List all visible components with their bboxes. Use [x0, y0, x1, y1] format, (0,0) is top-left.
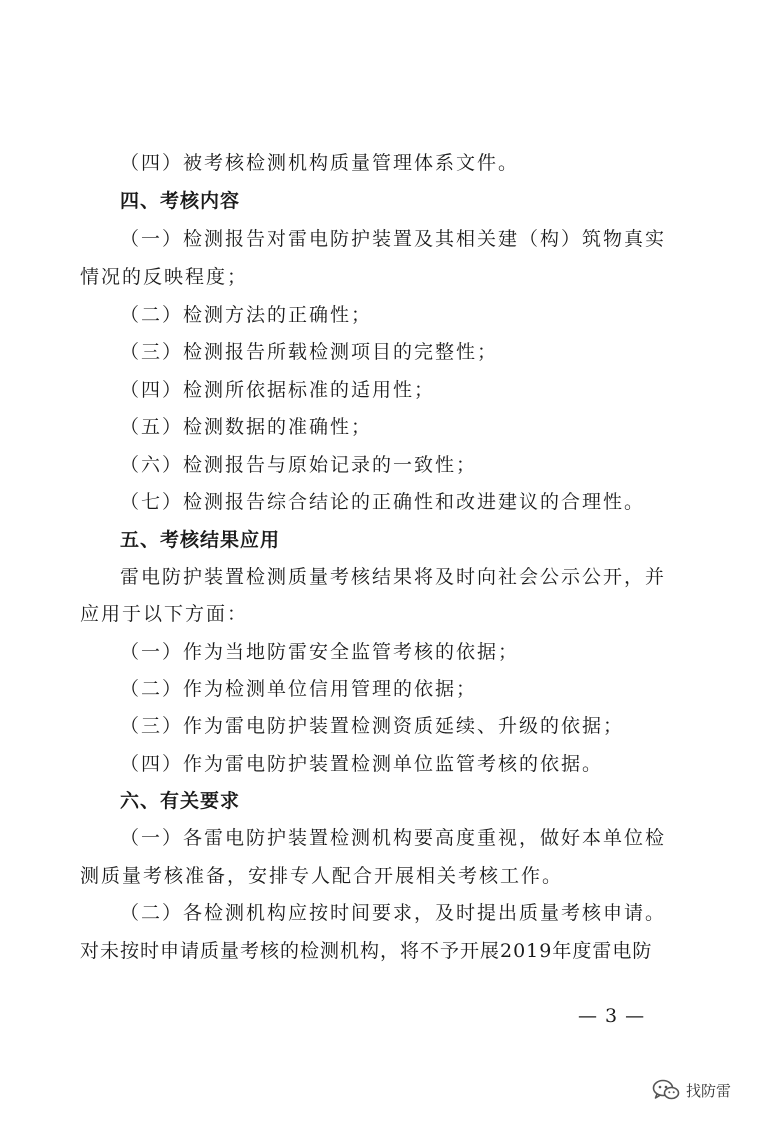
- paragraph-line: （一）作为当地防雷安全监管考核的依据；: [120, 641, 520, 663]
- paragraph-line: （三）检测报告所载检测项目的完整性；: [120, 341, 499, 363]
- paragraph-line: （二）作为检测单位信用管理的依据；: [120, 678, 478, 700]
- paragraph-line: （四）检测所依据标准的适用性；: [120, 379, 436, 401]
- paragraph-line: （二）检测方法的正确性；: [120, 304, 373, 326]
- section-heading: 六、有关要求: [120, 790, 241, 812]
- paragraph-line: 测质量考核准备，安排专人配合开展相关考核工作。: [80, 865, 564, 887]
- paragraph-line: （三）作为雷电防护装置检测资质延续、升级的依据；: [120, 715, 625, 737]
- page-number: — 3 —: [578, 1005, 646, 1027]
- paragraph-line: 对未按时申请质量考核的检测机构，将不予开展2019年度雷电防: [80, 940, 653, 962]
- paragraph-line: （一）各雷电防护装置检测机构要高度重视，做好本单位检: [120, 827, 667, 849]
- wechat-icon: [652, 1078, 680, 1102]
- paragraph-line: 应用于以下方面：: [80, 603, 249, 625]
- watermark: [652, 1077, 731, 1103]
- section-heading: 四、考核内容: [120, 190, 241, 212]
- paragraph-line: （四）被考核检测机构质量管理体系文件。: [120, 152, 520, 174]
- watermark-text: 找防雷: [686, 1081, 732, 1100]
- section-heading: 五、考核结果应用: [120, 529, 281, 551]
- paragraph-line: 情况的反映程度；: [80, 266, 249, 288]
- paragraph-line: （六）检测报告与原始记录的一致性；: [120, 454, 478, 476]
- paragraph-line: （一）检测报告对雷电防护装置及其相关建（构）筑物真实: [120, 228, 667, 250]
- paragraph-line: （五）检测数据的准确性；: [120, 416, 373, 438]
- paragraph-line: 雷电防护装置检测质量考核结果将及时向社会公示公开，并: [120, 566, 667, 588]
- paragraph-line: （七）检测报告综合结论的正确性和改进建议的合理性。: [120, 491, 646, 513]
- paragraph-line: （四）作为雷电防护装置检测单位监管考核的依据。: [120, 753, 604, 775]
- paragraph-line: （二）各检测机构应按时间要求，及时提出质量考核申请。: [120, 902, 667, 924]
